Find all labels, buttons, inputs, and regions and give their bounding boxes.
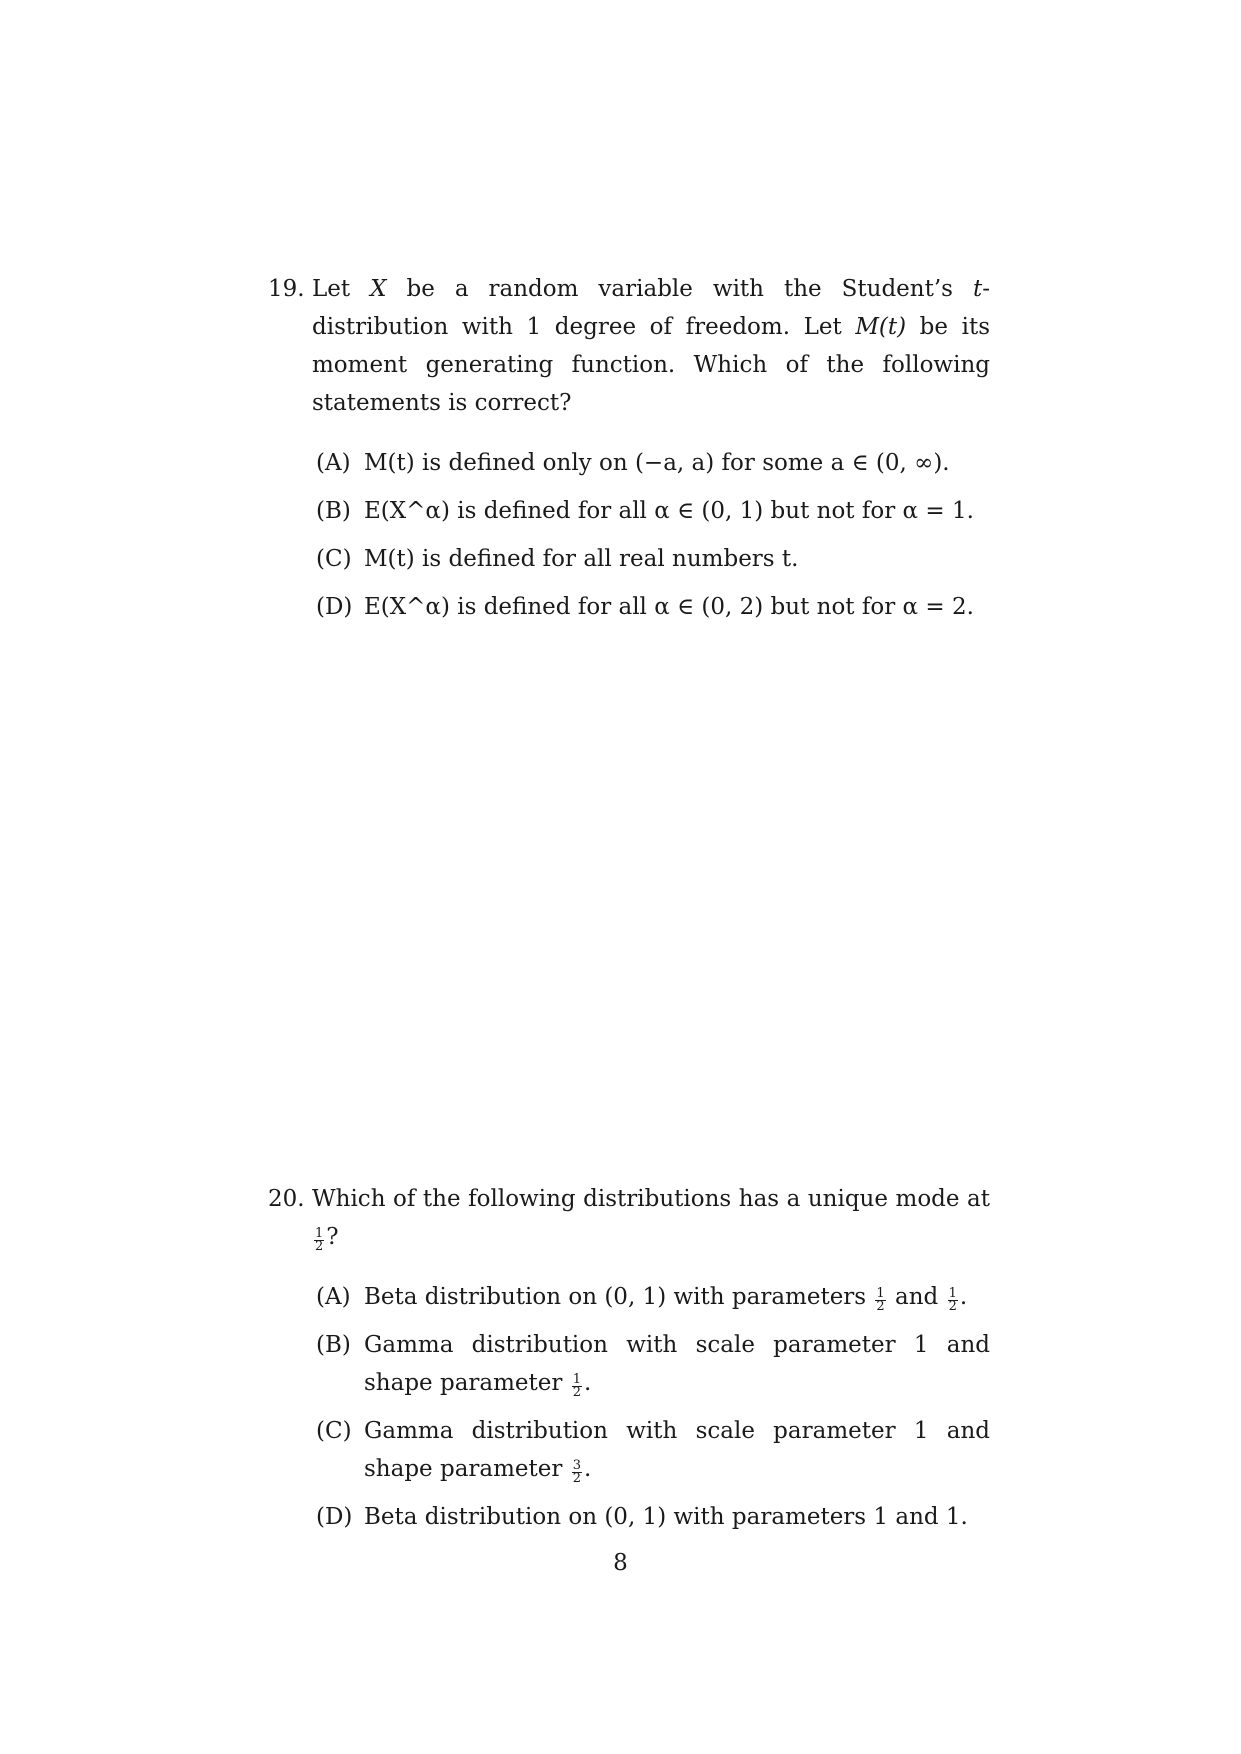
fraction-denominator: 2 [572, 1470, 581, 1486]
fraction-denominator: 2 [948, 1298, 957, 1314]
option-b [316, 492, 990, 530]
option-a [316, 444, 990, 482]
option-text: E(X^α) is defined for all α ∈ (0, 2) but not for α = 2. [364, 594, 974, 620]
stem-math: t [972, 276, 983, 302]
question-number: 19. [268, 276, 305, 302]
stem-math: X [370, 276, 387, 302]
option-label: (B) [316, 1332, 351, 1358]
fraction-denominator: 2 [572, 1384, 581, 1400]
option-text: M(t) is defined for all real numbers t. [364, 546, 799, 572]
question-stem [312, 1180, 990, 1256]
option-text-part: Gamma distribution with scale parameter 1 and shape parameter [364, 1332, 990, 1396]
fraction [572, 1457, 582, 1486]
option-a [316, 1278, 990, 1316]
option-text: M(t) is defined only on (−a, a) for some a ∈ (0, ∞). [364, 450, 950, 476]
stem-text: be its moment generating function. Which of the following statements is correct? [312, 314, 990, 416]
option-label: (C) [316, 1418, 352, 1444]
option-text-part: . [583, 1456, 592, 1482]
question-stem [312, 270, 990, 422]
question-19 [268, 270, 990, 636]
option-c [316, 540, 990, 578]
option-text [364, 1412, 990, 1488]
question-number: 20. [268, 1186, 305, 1212]
option-text [364, 1278, 990, 1316]
option-text-part: . [959, 1284, 968, 1310]
stem-text: -distribution with 1 degree of freedom. Let [312, 276, 990, 340]
fraction-denominator: 2 [876, 1298, 885, 1314]
option-label: (A) [316, 450, 351, 476]
option-label: (A) [316, 1284, 351, 1310]
option-label: (D) [316, 1504, 353, 1530]
stem-text: be a random variable with the Student’s [386, 276, 973, 302]
option-text-part: Gamma distribution with scale parameter 1 and shape parameter [364, 1418, 990, 1482]
fraction-denominator: 2 [315, 1238, 324, 1254]
option-text: E(X^α) is defined for all α ∈ (0, 1) but not for α = 1. [364, 498, 974, 524]
fraction-numerator: 1 [876, 1285, 885, 1301]
option-d [316, 1498, 990, 1536]
stem-text: ? [326, 1224, 339, 1250]
option-c [316, 1412, 990, 1488]
question-20 [268, 1180, 990, 1546]
page-number: 8 [613, 1550, 628, 1576]
option-b [316, 1326, 990, 1402]
option-text-part: and [887, 1284, 946, 1310]
stem-text: Which of the following distributions has a unique mode at [312, 1186, 990, 1212]
stem-text: Let [312, 276, 371, 302]
option-text-part: Beta distribution on (0, 1) with parameters [364, 1284, 874, 1310]
option-text [364, 1326, 990, 1402]
option-d [316, 588, 990, 626]
fraction [572, 1371, 582, 1400]
option-label: (C) [316, 546, 352, 572]
fraction-numerator: 1 [948, 1285, 957, 1301]
option-text: Beta distribution on (0, 1) with parameters 1 and 1. [364, 1504, 968, 1530]
fraction [948, 1285, 958, 1314]
option-label: (D) [316, 594, 353, 620]
option-list [316, 1278, 990, 1536]
fraction [314, 1225, 324, 1254]
fraction [875, 1285, 885, 1314]
stem-math: M(t) [855, 314, 907, 340]
option-text-part: . [583, 1370, 592, 1396]
option-label: (B) [316, 498, 351, 524]
fraction-numerator: 1 [315, 1225, 324, 1241]
option-list [316, 444, 990, 626]
fraction-numerator: 1 [572, 1371, 581, 1387]
fraction-numerator: 3 [572, 1457, 581, 1473]
